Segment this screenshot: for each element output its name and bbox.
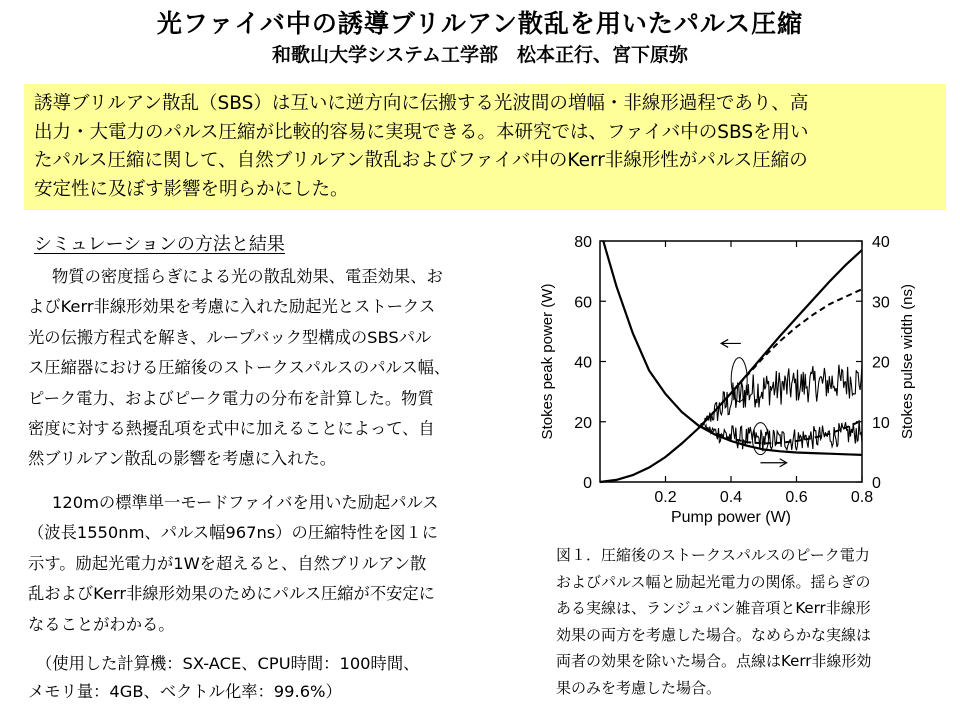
x-tick-label: 0.4 [719, 489, 743, 506]
text-line: 光の伝搬方程式を解き、ループバック型構成のSBSパル [28, 327, 432, 347]
text-line: 120mの標準単一モードファイバを用いた励起パルス [52, 493, 439, 512]
text-line: 物質の密度揺らぎによる光の散乱効果、電歪効果、お [52, 267, 443, 286]
text-line: （使用した計算機：SX-ACE、CPU時間：100時間、 [36, 654, 420, 673]
caption-line: 図１．圧縮後のストークスパルスのピーク電力 [556, 546, 870, 564]
y-right-axis-label: Stokes pulse width (ns) [899, 283, 916, 440]
series-line-0-left-smooth-solid [600, 250, 862, 482]
text-line: なることがわかる。 [28, 614, 175, 634]
caption-line: 両者の効果を除いた場合。点線はKerr非線形効 [556, 652, 872, 670]
y-right-tick-label: 10 [872, 414, 890, 432]
caption-line: およびパルス幅と励起光電力の関係。揺らぎの [556, 572, 871, 591]
y-left-tick-label: 0 [583, 475, 592, 492]
text-line: ス圧縮器における圧縮後のストークスパルスのパルス幅、 [28, 358, 451, 378]
series-line-3-right-smooth-solid [603, 241, 862, 455]
series-line-2-left-fluctuating-solid [698, 364, 862, 428]
series-line-5-right-fluctuating-solid [698, 420, 862, 451]
paragraph-1 [28, 262, 508, 475]
text-line: メモリ量：4GB、ベクトル化率：99.6%） [28, 682, 342, 701]
y-left-tick-label: 80 [574, 234, 592, 251]
x-tick-label: 0.2 [654, 489, 677, 506]
y-left-tick-label: 60 [574, 294, 592, 312]
text-line: よびKerr非線形効果を考慮に入れた励起光とストークス [28, 297, 436, 317]
computer-info [28, 650, 508, 706]
plot-frame [600, 241, 862, 482]
abstract-box [24, 84, 946, 210]
x-tick-label: 0.6 [785, 489, 808, 506]
x-tick-label: 0.8 [850, 489, 874, 506]
text-line: ピーク電力、およびピーク電力の分布を計算した。物質 [28, 388, 434, 408]
y-left-axis-label: Stokes peak power (W) [539, 283, 556, 440]
y-right-tick-label: 40 [872, 234, 890, 251]
abstract-line: 誘導ブリルアン散乱（SBS）は互いに逆方向に伝搬する光波間の増幅・非線形過程であり、高 [34, 93, 809, 114]
authors: 和歌山大学システム工学部 松本正行、宮下原弥 [271, 44, 689, 66]
text-line: （波長1550nm、パルス幅967ns）の圧縮特性を図１に [28, 523, 439, 543]
y-right-tick-label: 20 [872, 354, 890, 372]
figure-1-chart [534, 228, 924, 528]
y-left-tick-label: 40 [574, 354, 592, 372]
abstract-line: たパルス圧縮に関して、自然ブリルアン散乱およびファイバ中のKerr非線形性がパルス圧縮の [34, 150, 808, 171]
page-title: 光ファイバ中の誘導ブリルアン散乱を用いたパルス圧縮 [156, 9, 804, 38]
figure-caption [556, 542, 926, 701]
abstract-line: 出力・大電力のパルス圧縮が比較的容易に実現できる。本研究では、ファイバ中のSBSを用い [34, 121, 809, 143]
y-left-tick-label: 20 [574, 414, 592, 432]
text-line: 然ブリルアン散乱の影響を考慮に入れた。 [28, 449, 337, 469]
section-heading: シミュレーションの方法と結果 [34, 234, 285, 255]
text-line: 示す。励起光電力が1Wを超えると、自然ブリルアン散 [28, 553, 427, 573]
x-axis-label: Pump power (W) [670, 509, 792, 526]
abstract-line: 安定性に及ぼす影響を明らかにした。 [34, 178, 349, 200]
y-right-tick-label: 30 [872, 294, 890, 312]
text-line: 乱およびKerr非線形効果のためにパルス圧縮が不安定に [28, 584, 435, 604]
paragraph-2 [28, 488, 508, 640]
y-right-tick-label: 0 [872, 475, 881, 492]
caption-line: ある実線は、ランジュバン雑音項とKerr非線形 [556, 599, 871, 617]
caption-line: 効果の両方を考慮した場合。なめらかな実線は [556, 625, 872, 644]
text-line: 密度に対する熱擾乱項を式中に加えることによって、自 [28, 419, 435, 439]
caption-line: 果のみを考慮した場合。 [556, 678, 722, 697]
